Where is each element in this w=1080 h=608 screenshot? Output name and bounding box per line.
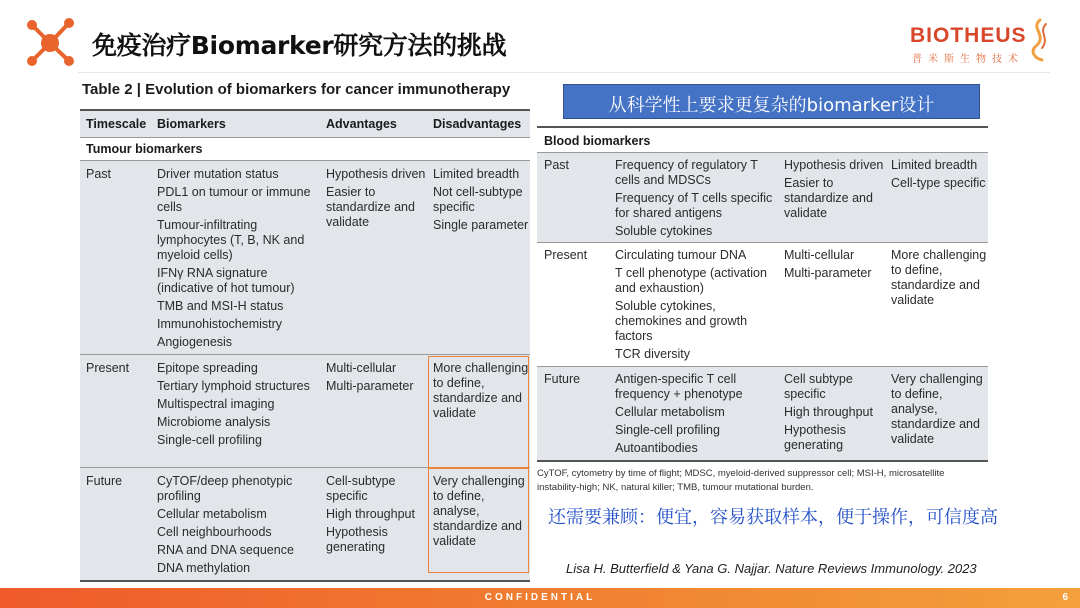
list-item: Hypothesis driven — [784, 158, 884, 172]
biomarkers-cell — [157, 361, 317, 451]
disadvantages-cell — [891, 158, 987, 194]
molecule-logo-icon — [24, 16, 76, 68]
header-divider — [78, 72, 1050, 73]
section-label: Blood biomarkers — [544, 134, 651, 148]
list-item: Limited breadth — [891, 158, 978, 172]
section-label: Tumour biomarkers — [86, 142, 203, 156]
biomarkers-cell — [615, 248, 780, 365]
disadvantages-cell: Very challenging to define, analyse, standardize and validate — [891, 372, 983, 446]
list-item: Cellular metabolism — [157, 507, 267, 521]
list-item: Driver mutation status — [157, 167, 279, 181]
table2-bottom-rule — [80, 580, 530, 582]
list-item: CyTOF/deep phenotypic profiling — [157, 474, 293, 503]
biomarkers-cell — [615, 158, 780, 242]
list-item: Single-cell profiling — [615, 423, 720, 437]
list-item: Multi-parameter — [326, 379, 414, 393]
advantages-cell — [784, 248, 884, 284]
list-item: Hypothesis driven — [326, 167, 426, 181]
blood-biomarkers-table — [537, 126, 988, 462]
advantages-cell — [326, 474, 426, 558]
footer-bar — [0, 588, 1080, 608]
table2-header-row — [80, 111, 530, 137]
list-item: Single-cell profiling — [157, 433, 262, 447]
brand-subtitle: 普米斯生物技术 — [912, 54, 1024, 65]
list-item: Frequency of T cells specific for shared antigens — [615, 191, 773, 220]
slide-title: 免疫治疗Biomarker研究方法的挑战 — [92, 31, 507, 60]
list-item: High throughput — [326, 507, 415, 521]
callout-banner-text: 从科学性上要求更复杂的biomarker设计 — [608, 95, 935, 116]
timescale-cell: Future — [544, 372, 581, 386]
list-item: Multispectral imaging — [157, 397, 275, 411]
list-item: Frequency of regulatory T cells and MDSCs — [615, 158, 758, 187]
list-item: T cell phenotype (activation and exhaustion) — [615, 266, 767, 295]
list-item: Soluble cytokines, chemokines and growth factors — [615, 299, 748, 343]
callout-banner — [563, 84, 980, 119]
list-item: Cell neighbourhoods — [157, 525, 272, 539]
list-item: Easier to standardize and validate — [326, 185, 415, 229]
list-item: Hypothesis generating — [326, 525, 388, 554]
list-item: TMB and MSI-H status — [157, 299, 284, 313]
citation: Lisa H. Butterfield & Yana G. Najjar. Nature Reviews Immunology. 2023 — [566, 561, 977, 576]
list-item: Limited breadth — [433, 167, 520, 181]
table-row — [80, 160, 530, 354]
list-item: DNA methylation — [157, 561, 251, 575]
advantages-cell — [326, 361, 426, 397]
list-item: Soluble cytokines — [615, 224, 713, 238]
list-item: Tertiary lymphoid structures — [157, 379, 310, 393]
list-item: Hypothesis generating — [784, 423, 846, 452]
header-timescale: Timescale — [86, 117, 147, 131]
list-item: Immunohistochemistry — [157, 317, 283, 331]
list-item: Multi-cellular — [784, 248, 855, 262]
disadvantages-cell: More challenging to define, standardize and validate — [433, 361, 529, 420]
disadvantages-cell — [433, 167, 529, 236]
table-row — [537, 152, 988, 242]
header-disadvantages: Disadvantages — [433, 117, 522, 131]
list-item: Cellular metabolism — [615, 405, 725, 419]
highlight-box-present — [428, 356, 529, 468]
timescale-cell: Future — [86, 474, 123, 488]
timescale-cell: Present — [544, 248, 588, 262]
list-item: Cell subtype specific — [784, 372, 853, 401]
list-item: Circulating tumour DNA — [615, 248, 747, 262]
disadvantages-cell: Very challenging to define, analyse, standardize and validate — [433, 474, 525, 548]
biomarkers-cell — [157, 167, 317, 353]
list-item: Angiogenesis — [157, 335, 233, 349]
table2-section-title — [80, 137, 530, 160]
table-footnote: CyTOF, cytometry by time of flight; MDSC, myeloid-derived suppressor cell; MSI-H, microsatellite instability-high; NK, natural killer; TMB, tumour mutational burden. — [537, 468, 945, 493]
page-number: 6 — [1062, 592, 1068, 603]
disadvantages-cell: More challenging to define, standardize and validate — [891, 248, 987, 307]
brand-logo — [910, 18, 1050, 66]
blood-table-bottom-rule — [537, 460, 988, 462]
confidential-label: CONFIDENTIAL — [484, 592, 596, 603]
list-item: TCR diversity — [615, 347, 691, 361]
brand-name: BIOTHEUS — [910, 24, 1027, 47]
table2-figure — [80, 78, 530, 582]
list-item: Antigen-specific T cell frequency + phenotype — [615, 372, 743, 401]
list-item: Epitope spreading — [157, 361, 258, 375]
timescale-cell: Past — [86, 167, 112, 181]
header-biomarkers: Biomarkers — [157, 117, 226, 131]
table-row — [537, 366, 988, 460]
list-item: High throughput — [784, 405, 873, 419]
table2-title: Table 2 | Evolution of biomarkers for cancer immunotherapy — [82, 81, 511, 98]
list-item: Easier to standardize and validate — [784, 176, 873, 220]
list-item: RNA and DNA sequence — [157, 543, 294, 557]
blood-section-header — [537, 126, 988, 152]
advantages-cell — [326, 167, 426, 233]
list-item: Tumour-infiltrating lymphocytes (T, B, NK and myeloid cells) — [157, 218, 305, 262]
timescale-cell: Past — [544, 158, 570, 172]
list-item: Microbiome analysis — [157, 415, 271, 429]
list-item: Cell-subtype specific — [326, 474, 396, 503]
list-item: Multi-parameter — [784, 266, 872, 280]
table-row — [537, 242, 988, 366]
list-item: Multi-cellular — [326, 361, 397, 375]
brand-swirl-icon — [1026, 18, 1050, 62]
list-item: Not cell-subtype specific — [433, 185, 523, 214]
list-item: PDL1 on tumour or immune cells — [157, 185, 311, 214]
highlight-box-future — [428, 468, 529, 573]
biomarkers-cell — [157, 474, 317, 579]
requirements-note: 还需要兼顾：便宜，容易获取样本，便于操作，可信度高 — [548, 507, 998, 528]
advantages-cell — [784, 372, 884, 456]
header-advantages: Advantages — [326, 117, 397, 131]
biomarkers-cell — [615, 372, 780, 459]
list-item: Single parameter — [433, 218, 529, 232]
list-item: IFNγ RNA signature (indicative of hot tumour) — [157, 266, 295, 295]
list-item: Cell-type specific — [891, 176, 986, 190]
advantages-cell — [784, 158, 884, 224]
list-item: Autoantibodies — [615, 441, 698, 455]
timescale-cell: Present — [86, 361, 130, 375]
